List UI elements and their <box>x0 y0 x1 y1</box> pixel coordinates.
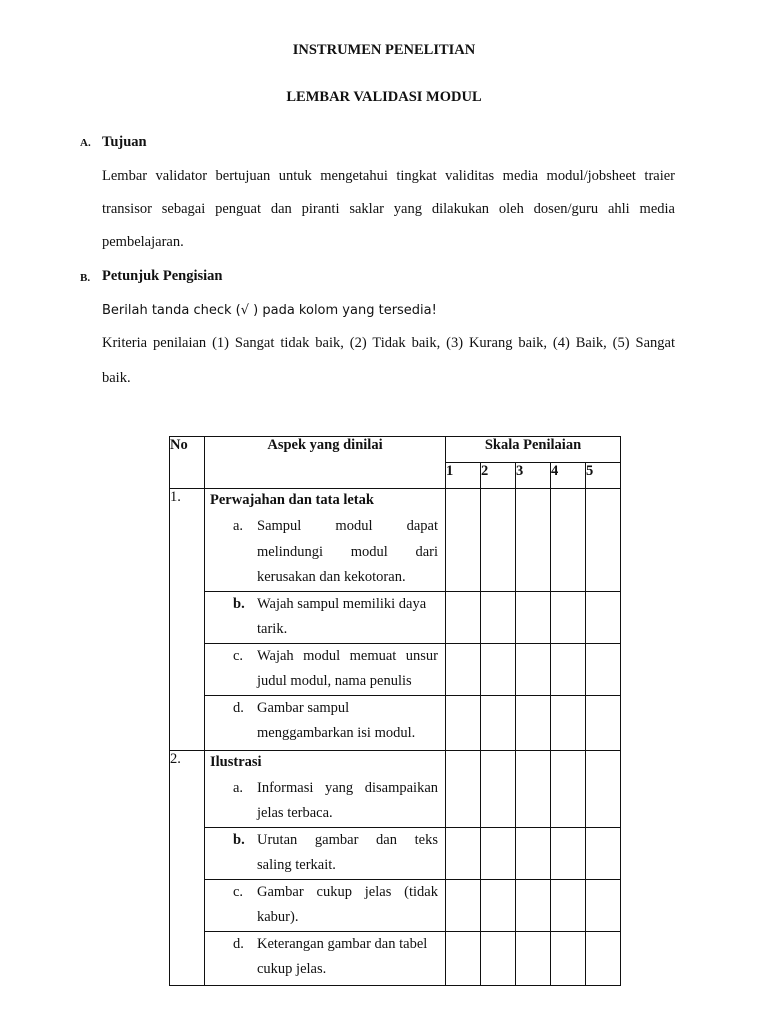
score-cell[interactable] <box>516 695 551 750</box>
score-cell[interactable] <box>446 591 481 643</box>
group-1-number: 1. <box>170 489 205 751</box>
score-cell[interactable] <box>516 931 551 985</box>
score-cell[interactable] <box>481 879 516 931</box>
score-cell[interactable] <box>481 695 516 750</box>
item-text: Gambar cukup jelas (tidak <box>257 883 438 900</box>
document-subtitle: LEMBAR VALIDASI MODUL <box>286 89 482 105</box>
item-label: d. <box>233 935 244 952</box>
score-cell[interactable] <box>586 750 621 827</box>
score-cell[interactable] <box>586 827 621 879</box>
group-2-number: 2. <box>170 750 205 985</box>
group-1-item-a <box>205 489 446 592</box>
score-cell[interactable] <box>481 643 516 695</box>
score-cell[interactable] <box>446 827 481 879</box>
score-cell[interactable] <box>551 489 586 592</box>
item-label: b. <box>233 831 245 848</box>
item-text: melindungi modul dari <box>257 543 438 560</box>
section-b-criteria-line-1: Kriteria penilaian (1) Sangat tidak baik, (2) Tidak baik, (3) Kurang baik, (4) Baik, (5) Sangat <box>102 335 675 351</box>
section-b-letter: B. <box>80 272 91 284</box>
score-cell[interactable] <box>481 931 516 985</box>
item-text: judul modul, nama penulis <box>257 673 412 689</box>
header-scale-4: 4 <box>551 463 586 489</box>
score-cell[interactable] <box>551 879 586 931</box>
item-text: Urutan gambar dan teks <box>257 831 438 848</box>
item-label: a. <box>233 518 244 534</box>
score-cell[interactable] <box>446 750 481 827</box>
score-cell[interactable] <box>551 695 586 750</box>
item-text: jelas terbaca. <box>257 805 333 821</box>
score-cell[interactable] <box>446 695 481 750</box>
group-2-item-a <box>205 750 446 827</box>
section-a-line-2: transisor sebagai penguat dan piranti saklar yang dilakukan oleh dosen/guru ahli media <box>102 201 675 217</box>
score-cell[interactable] <box>586 695 621 750</box>
header-no: No <box>170 437 205 489</box>
group-2-title: Ilustrasi <box>210 753 262 770</box>
section-b-instruction: Berilah tanda check (√ ) pada kolom yang tersedia! <box>102 303 437 318</box>
item-text: Wajah modul memuat unsur <box>257 647 438 664</box>
item-text: Sampul modul dapat <box>257 518 438 534</box>
item-text: Informasi yang disampaikan <box>257 779 438 796</box>
item-text: cukup jelas. <box>257 961 327 977</box>
score-cell[interactable] <box>516 879 551 931</box>
section-b-criteria-line-2: baik. <box>102 370 131 386</box>
score-cell[interactable] <box>586 931 621 985</box>
score-cell[interactable] <box>481 827 516 879</box>
item-label: a. <box>233 779 244 796</box>
header-scale: Skala Penilaian <box>446 437 621 463</box>
score-cell[interactable] <box>516 643 551 695</box>
score-cell[interactable] <box>551 931 586 985</box>
item-label: c. <box>233 883 244 900</box>
score-cell[interactable] <box>586 643 621 695</box>
document-title: INSTRUMEN PENELITIAN <box>292 42 476 58</box>
score-cell[interactable] <box>446 489 481 592</box>
score-cell[interactable] <box>516 591 551 643</box>
group-1-item-b <box>205 591 446 643</box>
score-cell[interactable] <box>551 591 586 643</box>
score-cell[interactable] <box>446 879 481 931</box>
item-label: d. <box>233 699 244 716</box>
score-cell[interactable] <box>551 643 586 695</box>
score-cell[interactable] <box>586 489 621 592</box>
item-label: c. <box>233 647 244 664</box>
score-cell[interactable] <box>446 931 481 985</box>
group-1-item-c <box>205 643 446 695</box>
item-text: tarik. <box>257 621 288 637</box>
header-aspect: Aspek yang dinilai <box>205 437 446 489</box>
section-a-letter: A. <box>80 137 91 149</box>
score-cell[interactable] <box>551 750 586 827</box>
score-cell[interactable] <box>516 827 551 879</box>
score-cell[interactable] <box>446 643 481 695</box>
score-cell[interactable] <box>481 750 516 827</box>
item-text: Wajah sampul memiliki daya <box>257 595 427 612</box>
item-text: menggambarkan isi modul. <box>257 725 416 741</box>
score-cell[interactable] <box>481 591 516 643</box>
item-text: kabur). <box>257 909 299 925</box>
header-scale-3: 3 <box>516 463 551 489</box>
header-scale-2: 2 <box>481 463 516 489</box>
section-b-title: Petunjuk Pengisian <box>102 268 223 284</box>
score-cell[interactable] <box>551 827 586 879</box>
item-text: Gambar sampul <box>257 699 350 716</box>
group-2-item-c <box>205 879 446 931</box>
section-a-line-1: Lembar validator bertujuan untuk mengetahui tingkat validitas media modul/jobsheet traier <box>102 168 675 184</box>
score-cell[interactable] <box>586 879 621 931</box>
header-scale-5: 5 <box>586 463 621 489</box>
validation-table <box>169 436 621 986</box>
score-cell[interactable] <box>516 489 551 592</box>
header-scale-1: 1 <box>446 463 481 489</box>
item-label: b. <box>233 595 245 612</box>
item-text: kerusakan dan kekotoran. <box>257 569 406 585</box>
group-1-item-d <box>205 695 446 750</box>
section-a-line-3: pembelajaran. <box>102 234 184 250</box>
section-a-title: Tujuan <box>102 134 147 150</box>
group-2-item-b <box>205 827 446 879</box>
item-text: saling terkait. <box>257 857 336 873</box>
group-1-title: Perwajahan dan tata letak <box>210 492 374 508</box>
score-cell[interactable] <box>586 591 621 643</box>
item-text: Keterangan gambar dan tabel <box>257 935 428 952</box>
score-cell[interactable] <box>516 750 551 827</box>
score-cell[interactable] <box>481 489 516 592</box>
group-2-item-d <box>205 931 446 985</box>
